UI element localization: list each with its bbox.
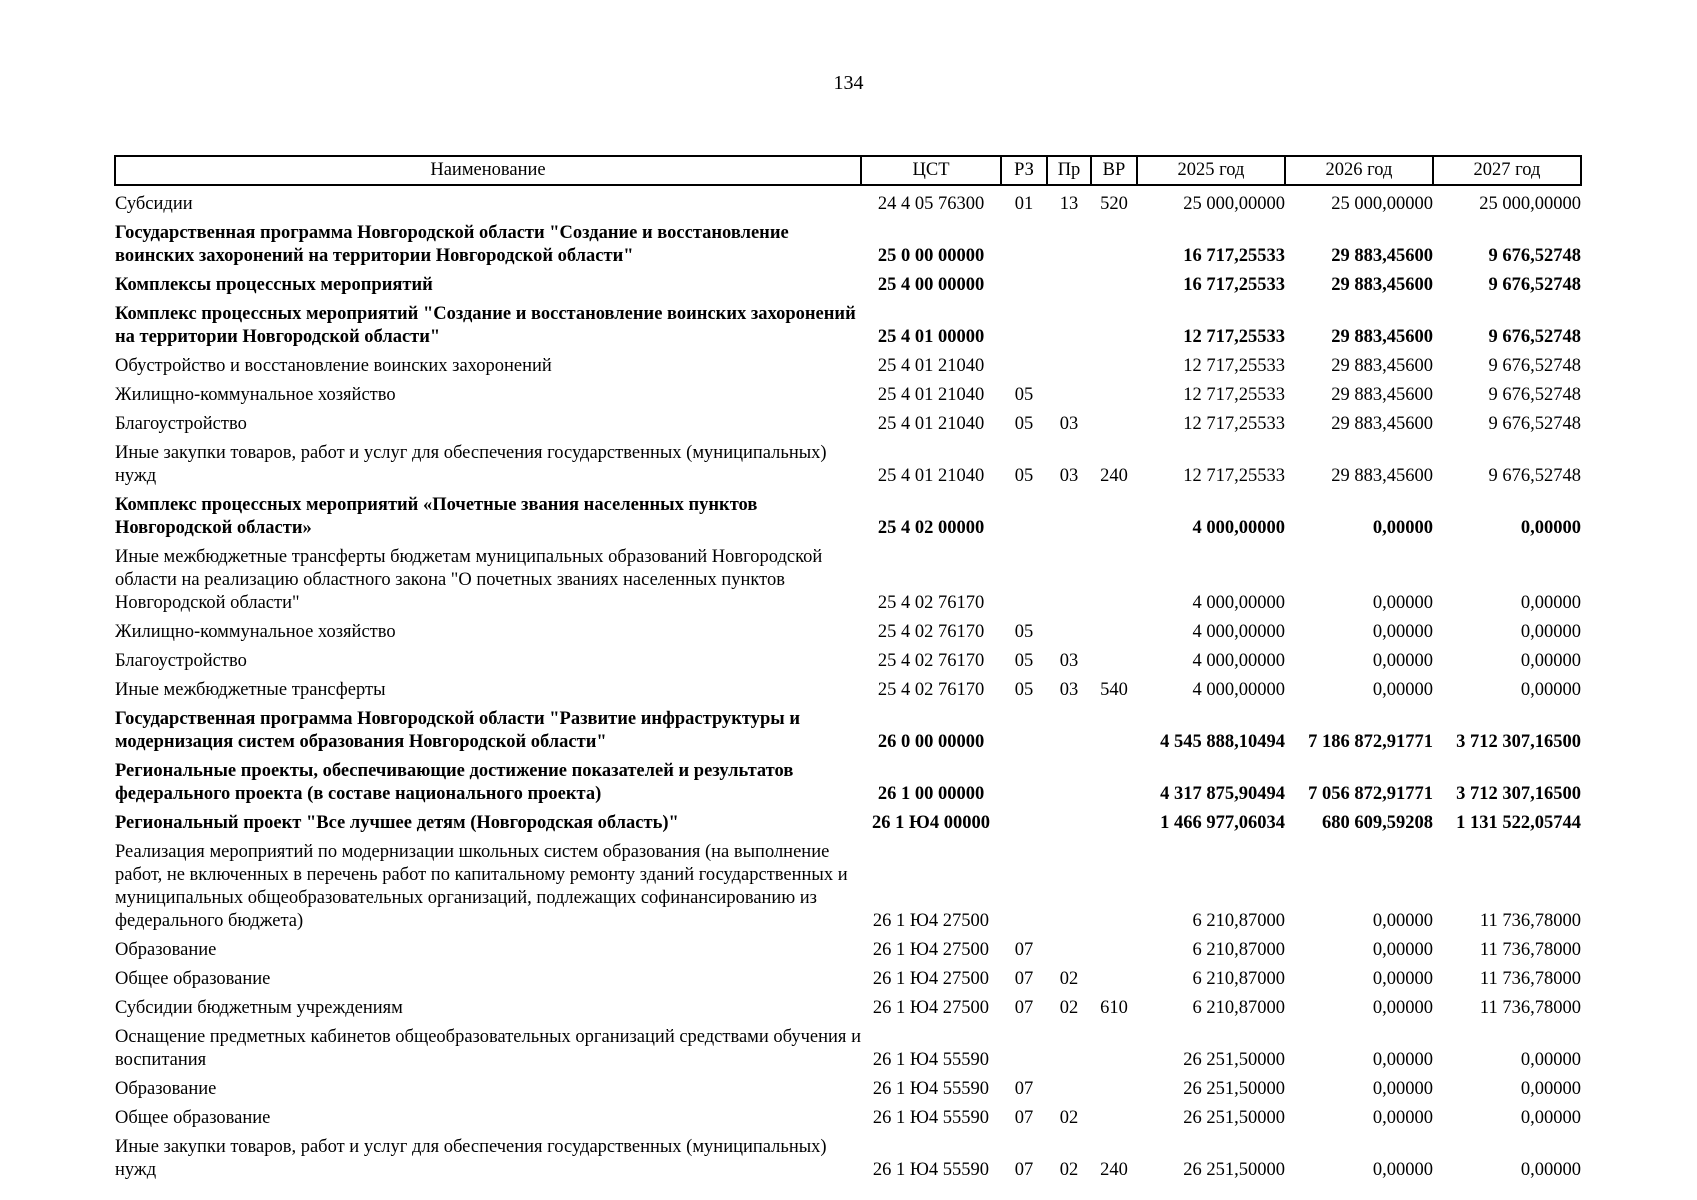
table-row	[115, 757, 1581, 809]
row-name: Благоустройство	[115, 651, 247, 671]
row-pr: 03	[1059, 651, 1079, 671]
row-vr	[1091, 647, 1137, 676]
row-cst: 26 1 Ю4 55590	[872, 1050, 990, 1070]
row-cst: 26 0 00 00000	[877, 732, 985, 752]
row-value-2026: 0,00000	[1372, 1108, 1433, 1128]
row-name: Иные закупки товаров, работ и услуг для обеспечения государственных (муниципальных) нужд	[115, 1137, 827, 1180]
row-value-2026: 0,00000	[1372, 911, 1433, 931]
row-value-2026: 0,00000	[1372, 651, 1433, 671]
row-value-2025: 4 000,00000	[1192, 518, 1285, 538]
row-rz: 07	[1014, 1160, 1034, 1180]
row-value-2025: 4 000,00000	[1192, 680, 1285, 700]
table-row	[115, 439, 1581, 491]
row-value-2026: 0,00000	[1372, 680, 1433, 700]
row-name: Региональные проекты, обеспечивающие достижение показателей и результатов федерального проекта (в составе национального проекта)	[115, 761, 794, 804]
row-cst: 25 4 01 21040	[877, 356, 985, 376]
row-vr	[1091, 705, 1137, 757]
table-row	[115, 410, 1581, 439]
budget-table	[114, 155, 1582, 1185]
row-vr	[1091, 410, 1137, 439]
row-pr	[1047, 271, 1091, 300]
row-pr	[1047, 757, 1091, 809]
table-row	[115, 219, 1581, 271]
budget-table-body	[115, 185, 1581, 1185]
row-value-2027: 0,00000	[1520, 1108, 1581, 1128]
row-value-2026: 29 883,45600	[1331, 414, 1433, 434]
row-pr	[1047, 381, 1091, 410]
row-value-2027: 3 712 307,16500	[1456, 732, 1581, 752]
row-cst: 26 1 Ю4 55590	[872, 1079, 990, 1099]
row-value-2027: 9 676,52748	[1488, 466, 1581, 486]
row-cst: 25 0 00 00000	[877, 246, 985, 266]
row-cst: 26 1 Ю4 27500	[872, 940, 990, 960]
row-vr: 240	[1100, 466, 1128, 486]
row-value-2026: 29 883,45600	[1331, 327, 1433, 347]
row-value-2026: 0,00000	[1372, 518, 1433, 538]
row-value-2027: 3 712 307,16500	[1456, 784, 1581, 804]
table-row	[115, 936, 1581, 965]
row-value-2025: 26 251,50000	[1183, 1160, 1285, 1180]
row-vr	[1091, 219, 1137, 271]
row-pr: 02	[1059, 1108, 1079, 1128]
row-vr	[1091, 352, 1137, 381]
row-value-2025: 6 210,87000	[1192, 940, 1285, 960]
page-number: 134	[833, 72, 864, 94]
row-rz	[1001, 271, 1047, 300]
row-vr	[1091, 809, 1137, 838]
row-vr: 610	[1100, 998, 1128, 1018]
row-rz	[1001, 219, 1047, 271]
header-cst: ЦСТ	[861, 156, 1001, 185]
row-vr	[1091, 618, 1137, 647]
row-value-2027: 0,00000	[1520, 680, 1581, 700]
row-rz	[1001, 543, 1047, 618]
row-name: Жилищно-коммунальное хозяйство	[115, 385, 396, 405]
table-row	[115, 1023, 1581, 1075]
row-value-2025: 4 000,00000	[1192, 593, 1285, 613]
row-vr	[1091, 300, 1137, 352]
header-2025: 2025 год	[1137, 156, 1285, 185]
table-row	[115, 994, 1581, 1023]
header-name: Наименование	[115, 156, 861, 185]
row-rz: 05	[1014, 651, 1034, 671]
row-pr: 13	[1059, 194, 1079, 214]
row-pr	[1047, 705, 1091, 757]
row-value-2026: 7 186 872,91771	[1308, 732, 1433, 752]
row-name: Благоустройство	[115, 414, 247, 434]
table-row	[115, 1133, 1581, 1185]
row-value-2025: 26 251,50000	[1183, 1079, 1285, 1099]
row-value-2027: 0,00000	[1520, 1079, 1581, 1099]
row-value-2026: 29 883,45600	[1331, 246, 1433, 266]
row-value-2027: 9 676,52748	[1488, 356, 1581, 376]
table-row	[115, 809, 1581, 838]
row-value-2027: 0,00000	[1520, 622, 1581, 642]
row-name: Комплекс процессных мероприятий "Создание и восстановление воинских захоронений на территории Новгородской области"	[115, 304, 856, 347]
row-vr	[1091, 491, 1137, 543]
row-value-2026: 0,00000	[1372, 622, 1433, 642]
row-cst: 25 4 01 21040	[877, 414, 985, 434]
row-value-2025: 12 717,25533	[1183, 327, 1285, 347]
table-row	[115, 381, 1581, 410]
row-value-2027: 25 000,00000	[1479, 194, 1581, 214]
row-rz	[1001, 352, 1047, 381]
row-rz: 07	[1014, 1108, 1034, 1128]
row-rz: 07	[1014, 940, 1034, 960]
row-value-2027: 9 676,52748	[1488, 246, 1581, 266]
row-cst: 25 4 00 00000	[877, 275, 985, 295]
row-cst: 26 1 Ю4 00000	[872, 813, 990, 833]
row-value-2027: 0,00000	[1520, 651, 1581, 671]
row-value-2027: 11 736,78000	[1479, 998, 1581, 1018]
row-rz: 05	[1014, 414, 1034, 434]
row-pr: 03	[1059, 680, 1079, 700]
table-row	[115, 491, 1581, 543]
row-value-2026: 0,00000	[1372, 1160, 1433, 1180]
header-pr: Пр	[1047, 156, 1091, 185]
row-value-2025: 6 210,87000	[1192, 969, 1285, 989]
header-2027: 2027 год	[1433, 156, 1581, 185]
row-pr	[1047, 1023, 1091, 1075]
row-vr: 540	[1100, 680, 1128, 700]
row-value-2026: 7 056 872,91771	[1308, 784, 1433, 804]
row-name: Иные межбюджетные трансферты	[115, 680, 386, 700]
row-rz: 05	[1014, 622, 1034, 642]
row-value-2027: 9 676,52748	[1488, 385, 1581, 405]
header-2026: 2026 год	[1285, 156, 1433, 185]
table-row	[115, 300, 1581, 352]
table-row	[115, 676, 1581, 705]
row-value-2026: 25 000,00000	[1331, 194, 1433, 214]
row-name: Жилищно-коммунальное хозяйство	[115, 622, 396, 642]
row-value-2025: 16 717,25533	[1183, 246, 1285, 266]
table-row	[115, 705, 1581, 757]
row-value-2027: 11 736,78000	[1479, 911, 1581, 931]
row-value-2025: 12 717,25533	[1183, 385, 1285, 405]
row-cst: 26 1 Ю4 55590	[872, 1160, 990, 1180]
row-pr	[1047, 300, 1091, 352]
row-vr	[1091, 543, 1137, 618]
row-value-2025: 12 717,25533	[1183, 356, 1285, 376]
row-cst: 25 4 02 76170	[877, 593, 985, 613]
row-pr: 02	[1059, 998, 1079, 1018]
row-vr	[1091, 1075, 1137, 1104]
row-value-2026: 29 883,45600	[1331, 356, 1433, 376]
row-name: Образование	[115, 1079, 217, 1099]
row-value-2027: 0,00000	[1520, 1160, 1581, 1180]
row-rz	[1001, 705, 1047, 757]
row-pr	[1047, 1075, 1091, 1104]
row-value-2025: 25 000,00000	[1183, 194, 1285, 214]
table-row	[115, 1104, 1581, 1133]
row-value-2025: 4 000,00000	[1192, 622, 1285, 642]
row-cst: 26 1 Ю4 27500	[872, 998, 990, 1018]
row-name: Реализация мероприятий по модернизации школьных систем образования (на выполнение работ, не включенных в перечень работ по капитальному ремонту зданий государственных и муниципальных общеобразовательных организаций, подлежащих софинансированию из федерального бюджета)	[115, 842, 848, 931]
row-pr	[1047, 491, 1091, 543]
row-value-2026: 29 883,45600	[1331, 466, 1433, 486]
row-rz: 05	[1014, 385, 1034, 405]
row-value-2026: 680 609,59208	[1322, 813, 1433, 833]
row-pr	[1047, 618, 1091, 647]
row-value-2025: 6 210,87000	[1192, 998, 1285, 1018]
row-value-2027: 9 676,52748	[1488, 275, 1581, 295]
row-rz: 05	[1014, 680, 1034, 700]
row-value-2027: 0,00000	[1520, 593, 1581, 613]
row-vr	[1091, 838, 1137, 936]
row-cst: 25 4 02 76170	[877, 651, 985, 671]
row-vr: 520	[1100, 194, 1128, 214]
row-vr	[1091, 271, 1137, 300]
row-cst: 25 4 01 21040	[877, 385, 985, 405]
row-cst: 25 4 02 76170	[877, 622, 985, 642]
row-value-2025: 12 717,25533	[1183, 466, 1285, 486]
table-row	[115, 271, 1581, 300]
table-header-row	[115, 156, 1581, 185]
row-value-2027: 0,00000	[1520, 518, 1581, 538]
row-value-2025: 12 717,25533	[1183, 414, 1285, 434]
row-name: Обустройство и восстановление воинских захоронений	[115, 356, 552, 376]
row-pr	[1047, 936, 1091, 965]
row-pr	[1047, 352, 1091, 381]
row-cst: 26 1 Ю4 55590	[872, 1108, 990, 1128]
row-value-2027: 0,00000	[1520, 1050, 1581, 1070]
row-value-2025: 16 717,25533	[1183, 275, 1285, 295]
row-pr	[1047, 838, 1091, 936]
row-pr	[1047, 219, 1091, 271]
row-cst: 26 1 Ю4 27500	[872, 969, 990, 989]
row-value-2026: 29 883,45600	[1331, 385, 1433, 405]
header-rz: РЗ	[1001, 156, 1047, 185]
row-vr	[1091, 1023, 1137, 1075]
row-vr	[1091, 757, 1137, 809]
row-pr	[1047, 543, 1091, 618]
row-cst: 26 1 00 00000	[877, 784, 985, 804]
row-rz: 07	[1014, 998, 1034, 1018]
row-cst: 24 4 05 76300	[877, 194, 985, 214]
header-vr: ВР	[1091, 156, 1137, 185]
row-value-2026: 0,00000	[1372, 1079, 1433, 1099]
row-rz	[1001, 491, 1047, 543]
row-pr: 02	[1059, 1160, 1079, 1180]
row-rz: 05	[1014, 466, 1034, 486]
row-name: Государственная программа Новгородской области "Создание и восстановление воинских захоронений на территории Новгородской области"	[115, 223, 789, 266]
row-name: Иные межбюджетные трансферты бюджетам муниципальных образований Новгородской области на реализацию областного закона "О почетных званиях населенных пунктов Новгородской области"	[115, 547, 823, 613]
table-row	[115, 618, 1581, 647]
row-rz	[1001, 757, 1047, 809]
row-pr: 03	[1059, 466, 1079, 486]
row-value-2026: 0,00000	[1372, 998, 1433, 1018]
row-rz	[1001, 838, 1047, 936]
row-name: Общее образование	[115, 1108, 271, 1128]
row-name: Государственная программа Новгородской области "Развитие инфраструктуры и модернизация систем образования Новгородской области"	[115, 709, 801, 752]
table-row	[115, 543, 1581, 618]
row-value-2027: 9 676,52748	[1488, 414, 1581, 434]
row-name: Комплекс процессных мероприятий «Почетные звания населенных пунктов Новгородской области»	[115, 495, 758, 538]
row-value-2026: 0,00000	[1372, 940, 1433, 960]
row-vr	[1091, 936, 1137, 965]
row-value-2025: 4 545 888,10494	[1160, 732, 1285, 752]
row-rz	[1001, 1023, 1047, 1075]
table-row	[115, 965, 1581, 994]
row-name: Комплексы процессных мероприятий	[115, 275, 433, 295]
row-value-2025: 1 466 977,06034	[1160, 813, 1285, 833]
row-value-2025: 26 251,50000	[1183, 1108, 1285, 1128]
row-value-2026: 0,00000	[1372, 969, 1433, 989]
row-cst: 25 4 01 00000	[877, 327, 985, 347]
row-value-2027: 1 131 522,05744	[1456, 813, 1581, 833]
row-rz	[1001, 809, 1047, 838]
table-row	[115, 838, 1581, 936]
row-rz: 07	[1014, 1079, 1034, 1099]
table-row	[115, 352, 1581, 381]
row-value-2026: 0,00000	[1372, 593, 1433, 613]
row-vr	[1091, 1104, 1137, 1133]
row-value-2027: 11 736,78000	[1479, 940, 1581, 960]
table-row	[115, 1075, 1581, 1104]
row-name: Иные закупки товаров, работ и услуг для обеспечения государственных (муниципальных) нужд	[115, 443, 827, 486]
row-cst: 25 4 02 76170	[877, 680, 985, 700]
row-name: Региональный проект "Все лучшее детям (Новгородская область)"	[115, 813, 679, 833]
row-rz: 07	[1014, 969, 1034, 989]
row-name: Субсидии бюджетным учреждениям	[115, 998, 403, 1018]
row-vr	[1091, 965, 1137, 994]
row-rz	[1001, 300, 1047, 352]
row-name: Оснащение предметных кабинетов общеобразовательных организаций средствами обучения и воспитания	[115, 1027, 861, 1070]
row-value-2026: 0,00000	[1372, 1050, 1433, 1070]
row-value-2027: 11 736,78000	[1479, 969, 1581, 989]
row-pr	[1047, 809, 1091, 838]
row-value-2025: 4 000,00000	[1192, 651, 1285, 671]
row-rz: 01	[1014, 194, 1034, 214]
row-cst: 26 1 Ю4 27500	[872, 911, 990, 931]
row-value-2026: 29 883,45600	[1331, 275, 1433, 295]
table-row	[115, 647, 1581, 676]
row-value-2025: 4 317 875,90494	[1160, 784, 1285, 804]
row-pr: 02	[1059, 969, 1079, 989]
row-value-2025: 26 251,50000	[1183, 1050, 1285, 1070]
row-value-2025: 6 210,87000	[1192, 911, 1285, 931]
row-name: Общее образование	[115, 969, 271, 989]
row-cst: 25 4 02 00000	[877, 518, 985, 538]
row-vr	[1091, 381, 1137, 410]
row-cst: 25 4 01 21040	[877, 466, 985, 486]
row-vr: 240	[1100, 1160, 1128, 1180]
row-name: Образование	[115, 940, 217, 960]
table-row	[115, 185, 1581, 219]
row-name: Субсидии	[115, 194, 193, 214]
row-value-2027: 9 676,52748	[1488, 327, 1581, 347]
row-pr: 03	[1059, 414, 1079, 434]
